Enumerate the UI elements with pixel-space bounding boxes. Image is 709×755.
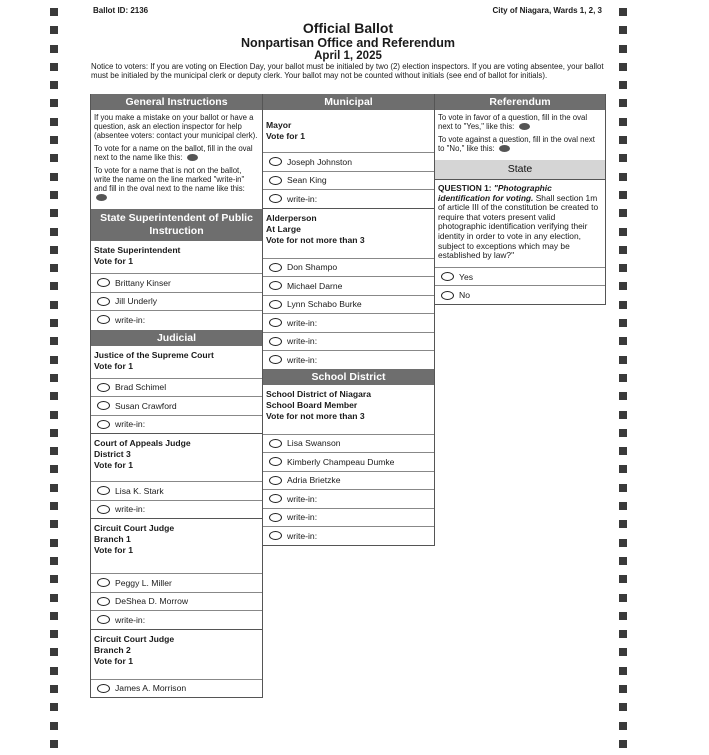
timing-mark <box>619 374 627 382</box>
timing-mark <box>619 557 627 565</box>
candidate-option[interactable] <box>263 258 434 277</box>
timing-mark <box>619 319 627 327</box>
oval-icon[interactable] <box>269 281 282 290</box>
oval-icon[interactable] <box>269 457 282 466</box>
timing-mark <box>50 648 58 656</box>
timing-mark <box>619 154 627 162</box>
filled-oval-icon <box>187 154 198 161</box>
timing-mark <box>50 703 58 711</box>
race-alderperson <box>263 208 434 369</box>
timing-mark <box>50 612 58 620</box>
timing-mark <box>50 246 58 254</box>
timing-mark <box>619 301 627 309</box>
race-appeals-court <box>91 433 262 518</box>
option-label: Yes <box>459 271 474 282</box>
right-timing-marks <box>619 8 627 748</box>
timing-mark <box>50 63 58 71</box>
timing-mark <box>50 45 58 53</box>
race-title: Mayor <box>266 120 292 130</box>
candidate-option[interactable] <box>91 573 262 592</box>
oval-icon[interactable] <box>97 597 110 606</box>
race-title: State Superintendent <box>94 245 181 255</box>
race-vote-count: Vote for 1 <box>94 655 133 666</box>
oval-icon[interactable] <box>441 272 454 281</box>
writein-label: write-in: <box>115 419 146 430</box>
writein-label: write-in: <box>287 493 318 504</box>
race-branch: Branch 1 <box>94 534 131 544</box>
writein-label: write-in: <box>287 530 318 541</box>
race-circuit-branch-2 <box>91 629 262 698</box>
timing-mark <box>50 411 58 419</box>
candidate-option[interactable] <box>91 273 262 292</box>
race-vote-count: Vote for 1 <box>94 360 133 371</box>
timing-mark <box>619 173 627 181</box>
referendum-question <box>435 179 605 267</box>
instruction-writein-text: To vote for a name that is not on the ballot, write the name on the line marked "write-in" and fill in the oval next to the name like this: <box>94 166 245 193</box>
oval-icon[interactable] <box>97 505 110 514</box>
no-option[interactable] <box>435 285 605 304</box>
candidate-name: DeShea D. Morrow <box>115 596 189 607</box>
yes-option[interactable] <box>435 267 605 286</box>
oval-icon[interactable] <box>441 291 454 300</box>
timing-mark <box>619 411 627 419</box>
candidate-option[interactable] <box>91 679 262 698</box>
writein-label: write-in: <box>287 512 318 523</box>
candidate-option[interactable] <box>263 171 434 190</box>
timing-mark <box>619 99 627 107</box>
timing-mark <box>50 319 58 327</box>
candidate-option[interactable] <box>91 592 262 611</box>
filled-oval-icon <box>519 123 530 130</box>
timing-mark <box>619 667 627 675</box>
candidate-option[interactable] <box>263 434 434 453</box>
candidate-name: Lynn Schabo Burke <box>287 299 362 310</box>
oval-icon[interactable] <box>269 194 282 203</box>
timing-mark <box>50 502 58 510</box>
ballot-city: City of Niagara, Wards 1, 2, 3 <box>492 6 602 15</box>
race-title: Circuit Court Judge <box>94 523 175 533</box>
candidate-name: Jill Underly <box>115 296 158 307</box>
timing-mark <box>619 264 627 272</box>
timing-mark <box>619 136 627 144</box>
writein-option[interactable] <box>263 489 434 508</box>
writein-option[interactable] <box>91 500 262 519</box>
question-title: "Photographic identification for voting. <box>438 183 552 203</box>
race-supreme-court <box>91 346 262 434</box>
race-branch: Branch 2 <box>94 644 131 655</box>
timing-mark <box>619 703 627 711</box>
option-label: No <box>459 290 470 300</box>
timing-mark <box>619 63 627 71</box>
candidate-name: Adria Brietzke <box>287 475 341 486</box>
timing-mark <box>50 447 58 455</box>
instruction-no <box>438 135 602 153</box>
oval-icon[interactable] <box>269 176 282 185</box>
writein-option[interactable] <box>263 350 434 369</box>
timing-mark <box>619 502 627 510</box>
candidate-name: Sean King <box>287 175 327 186</box>
oval-icon[interactable] <box>269 476 282 485</box>
writein-label: write-in: <box>115 614 146 625</box>
timing-mark <box>50 557 58 565</box>
writein-label: write-in: <box>287 354 318 365</box>
candidate-name: Brittany Kinser <box>115 277 171 288</box>
candidate-option[interactable] <box>263 471 434 490</box>
state-heading: State <box>435 160 605 179</box>
timing-mark <box>50 118 58 126</box>
timing-mark <box>50 99 58 107</box>
timing-mark <box>50 191 58 199</box>
oval-icon[interactable] <box>97 383 110 392</box>
oval-icon[interactable] <box>269 531 282 540</box>
race-subtitle: At Large <box>266 223 301 234</box>
race-vote-count: Vote for 1 <box>94 256 133 266</box>
candidate-option[interactable] <box>263 152 434 171</box>
oval-icon[interactable] <box>269 300 282 309</box>
voter-notice: Notice to voters: If you are voting on Election Day, your ballot must be initialed by two (2) election inspectors. If you are voting absentee, your ballot must be initialed by the municipal clerk or deputy clerk. Your ballot may not be counted without initials (see end of ballot for initials). <box>91 62 604 81</box>
timing-mark <box>619 45 627 53</box>
timing-mark <box>619 429 627 437</box>
timing-mark <box>619 722 627 730</box>
oval-icon[interactable] <box>269 439 282 448</box>
writein-label: write-in: <box>115 314 146 325</box>
race-vote-count: Vote for 1 <box>266 131 305 141</box>
timing-mark <box>619 8 627 16</box>
timing-mark <box>50 337 58 345</box>
oval-icon[interactable] <box>97 315 110 324</box>
candidate-name: Peggy L. Miller <box>115 577 172 588</box>
timing-mark <box>619 575 627 583</box>
instruction-no-text: To vote against a question, fill in the oval next to "No," like this: <box>438 135 595 153</box>
candidate-name: Kimberly Champeau Dumke <box>287 456 395 467</box>
timing-mark <box>619 282 627 290</box>
timing-mark <box>50 539 58 547</box>
general-instructions <box>91 110 262 209</box>
municipal-heading: Municipal <box>263 94 434 110</box>
race-superintendent <box>91 241 262 329</box>
instruction-yes <box>438 113 602 131</box>
timing-mark <box>50 722 58 730</box>
superintendent-heading: State Superintendent of Public Instruction <box>91 209 262 241</box>
timing-mark <box>619 630 627 638</box>
instruction-yes-text: To vote in favor of a question, fill in the oval next to "Yes," like this: <box>438 113 588 131</box>
timing-mark <box>50 173 58 181</box>
timing-mark <box>50 228 58 236</box>
column-right <box>434 94 606 305</box>
timing-mark <box>50 282 58 290</box>
question-label: QUESTION 1: <box>438 183 492 193</box>
oval-icon[interactable] <box>97 615 110 624</box>
writein-label: write-in: <box>287 193 318 204</box>
timing-mark <box>619 447 627 455</box>
timing-mark <box>50 667 58 675</box>
race-circuit-branch-1 <box>91 518 262 629</box>
candidate-name: Michael Darne <box>287 280 343 291</box>
timing-mark <box>50 136 58 144</box>
timing-mark <box>619 594 627 602</box>
instruction-vote <box>94 144 259 162</box>
timing-mark <box>619 740 627 748</box>
writein-label: write-in: <box>115 504 146 515</box>
timing-mark <box>619 246 627 254</box>
race-school-board <box>263 385 434 545</box>
timing-mark <box>619 191 627 199</box>
race-title: School District of Niagara <box>266 388 372 399</box>
filled-oval-icon <box>499 145 510 152</box>
timing-mark <box>619 648 627 656</box>
candidate-name: Lisa K. Stark <box>115 485 164 496</box>
filled-oval-icon <box>96 194 107 201</box>
timing-mark <box>619 685 627 693</box>
candidate-option[interactable] <box>263 295 434 314</box>
timing-mark <box>50 154 58 162</box>
general-instructions-heading: General Instructions <box>91 94 262 110</box>
race-vote-count: Vote for 1 <box>94 545 133 555</box>
timing-mark <box>50 685 58 693</box>
timing-mark <box>50 209 58 217</box>
writein-option[interactable] <box>263 508 434 527</box>
timing-mark <box>50 740 58 748</box>
oval-icon[interactable] <box>269 355 282 364</box>
writein-label: write-in: <box>287 317 318 328</box>
judicial-heading: Judicial <box>91 330 262 346</box>
candidate-option[interactable] <box>91 396 262 415</box>
timing-mark <box>619 81 627 89</box>
oval-icon[interactable] <box>97 420 110 429</box>
oval-icon[interactable] <box>269 337 282 346</box>
candidate-name: Brad Schimel <box>115 382 167 393</box>
timing-mark <box>50 356 58 364</box>
race-mayor <box>263 110 434 208</box>
timing-mark <box>619 356 627 364</box>
timing-mark <box>50 264 58 272</box>
timing-mark <box>50 484 58 492</box>
race-title: Alderperson <box>266 212 317 223</box>
race-title: Circuit Court Judge <box>94 633 175 644</box>
timing-mark <box>50 392 58 400</box>
instruction-writein <box>94 166 259 202</box>
timing-mark <box>50 520 58 528</box>
timing-mark <box>50 465 58 473</box>
ballot-id: Ballot ID: 2136 <box>93 6 149 15</box>
timing-mark <box>50 301 58 309</box>
writein-option[interactable] <box>263 313 434 332</box>
ballot-subtitle: Nonpartisan Office and Referendum <box>241 36 455 50</box>
race-subtitle: School Board Member <box>266 399 358 410</box>
oval-icon[interactable] <box>97 684 110 693</box>
candidate-option[interactable] <box>263 452 434 471</box>
candidate-name: Joseph Johnston <box>287 156 352 167</box>
race-vote-count: Vote for not more than 3 <box>266 234 365 245</box>
ballot-date: April 1, 2025 <box>314 50 382 62</box>
question-body: Shall section 1m of article III of the constitution be created to require that voters present valid photographic identification verifying their identity in order to vote in any election, subject to exceptions which may be established by law?" <box>438 192 599 261</box>
candidate-option[interactable] <box>91 481 262 500</box>
oval-icon[interactable] <box>269 263 282 272</box>
race-title: Court of Appeals Judge <box>94 438 191 448</box>
timing-mark <box>619 228 627 236</box>
race-district: District 3 <box>94 449 131 459</box>
column-left <box>90 94 263 698</box>
candidate-name: Lisa Swanson <box>287 438 341 449</box>
oval-icon[interactable] <box>97 486 110 495</box>
timing-mark <box>619 612 627 620</box>
instruction-vote-text: To vote for a name on the ballot, fill in the oval next to the name like this: <box>94 144 253 162</box>
race-vote-count: Vote for 1 <box>94 460 133 470</box>
oval-icon[interactable] <box>269 318 282 327</box>
ballot-title: Official Ballot <box>302 20 394 36</box>
writein-option[interactable] <box>91 610 262 629</box>
timing-mark <box>619 520 627 528</box>
referendum-heading: Referendum <box>435 94 605 110</box>
timing-mark <box>50 8 58 16</box>
writein-option[interactable] <box>263 189 434 208</box>
oval-icon[interactable] <box>269 494 282 503</box>
instruction-mistake: If you make a mistake on your ballot or have a question, ask an election inspector for help (absentee voters: contact your municipal clerk). <box>94 113 258 140</box>
timing-mark <box>619 539 627 547</box>
timing-mark <box>619 118 627 126</box>
timing-mark <box>50 81 58 89</box>
oval-icon[interactable] <box>97 578 110 587</box>
race-vote-count: Vote for not more than 3 <box>266 410 365 421</box>
candidate-option[interactable] <box>91 292 262 311</box>
race-title: Justice of the Supreme Court <box>94 349 214 360</box>
timing-mark <box>619 209 627 217</box>
left-timing-marks <box>50 8 58 748</box>
timing-mark <box>619 392 627 400</box>
timing-mark <box>619 484 627 492</box>
candidate-name: Don Shampo <box>287 262 338 273</box>
referendum-instructions <box>435 110 605 160</box>
candidate-option[interactable] <box>263 276 434 295</box>
school-district-heading: School District <box>263 369 434 385</box>
column-middle <box>262 94 435 546</box>
writein-option[interactable] <box>91 415 262 434</box>
writein-label: write-in: <box>287 336 318 347</box>
timing-mark <box>50 630 58 638</box>
timing-mark <box>619 465 627 473</box>
candidate-name: Susan Crawford <box>115 400 177 411</box>
oval-icon[interactable] <box>269 157 282 166</box>
oval-icon[interactable] <box>97 297 110 306</box>
writein-option[interactable] <box>263 526 434 545</box>
timing-mark <box>50 374 58 382</box>
timing-mark <box>50 429 58 437</box>
writein-option[interactable] <box>263 332 434 351</box>
timing-mark <box>50 575 58 583</box>
timing-mark <box>50 26 58 34</box>
oval-icon[interactable] <box>269 513 282 522</box>
timing-mark <box>50 594 58 602</box>
timing-mark <box>619 337 627 345</box>
timing-mark <box>619 26 627 34</box>
oval-icon[interactable] <box>97 401 110 410</box>
candidate-option[interactable] <box>91 378 262 397</box>
oval-icon[interactable] <box>97 278 110 287</box>
candidate-name: James A. Morrison <box>115 683 187 694</box>
writein-option[interactable] <box>91 310 262 329</box>
